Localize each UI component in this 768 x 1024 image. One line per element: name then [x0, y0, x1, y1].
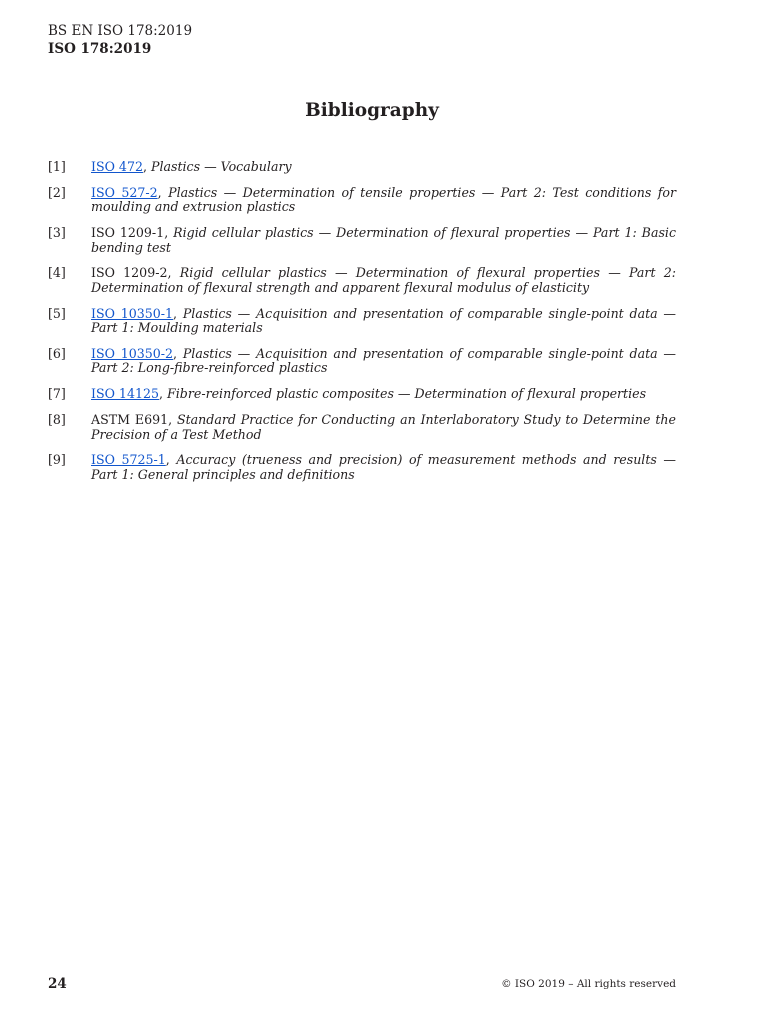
- reference-link[interactable]: ISO 5725-1: [91, 452, 166, 468]
- reference-title: Fibre-reinforced plastic composites — Determination of flexural properties: [167, 386, 647, 402]
- reference-link[interactable]: ISO 527-2: [91, 184, 158, 200]
- reference-title: Rigid cellular plastics — Determination of flexural properties — Part 1: Basic bending test: [91, 225, 676, 255]
- reference-item: [48, 307, 676, 336]
- header-standard-bs: BS EN ISO 178:2019: [48, 23, 193, 39]
- reference-link[interactable]: ISO 10350-2: [91, 345, 174, 361]
- reference-item: [48, 453, 676, 482]
- page-footer: [48, 976, 676, 994]
- reference-title: Plastics — Acquisition and presentation of comparable single-point data — Part 2: Long-fibre-reinforced plastics: [91, 345, 677, 376]
- reference-code: ASTM E691: [91, 412, 169, 428]
- reference-item: [48, 413, 676, 442]
- reference-text: ISO 10350-1, Plastics — Acquisition and presentation of comparable single-point data — Part 1: Moulding materials: [91, 305, 677, 336]
- reference-text: ISO 1209-1, Rigid cellular plastics — Determination of flexural properties — Part 1: Basic bending test: [91, 225, 676, 255]
- reference-title: Standard Practice for Conducting an Interlaboratory Study to Determine the Precision of a Test Method: [91, 412, 676, 442]
- reference-item: [48, 266, 676, 295]
- reference-item: [48, 226, 676, 255]
- reference-number: [2]: [48, 184, 66, 200]
- reference-number: [9]: [48, 452, 66, 468]
- reference-number: [7]: [48, 386, 66, 402]
- reference-code: ISO 1209-1: [91, 225, 165, 241]
- reference-item: [48, 387, 676, 402]
- reference-number: [1]: [48, 159, 66, 174]
- reference-item: [48, 347, 676, 376]
- reference-text: ISO 10350-2, Plastics — Acquisition and presentation of comparable single-point data — Part 2: Long-fibre-reinforced plastics: [91, 345, 677, 376]
- reference-item: [48, 160, 676, 175]
- reference-text: ASTM E691, Standard Practice for Conducting an Interlaboratory Study to Determine the Precision of a Test Method: [91, 412, 676, 442]
- reference-list: [48, 160, 676, 494]
- running-header: [48, 22, 192, 58]
- section-title: Bibliography: [305, 100, 439, 121]
- reference-title: Plastics — Determination of tensile properties — Part 2: Test conditions for moulding and extrusion plastics: [91, 184, 676, 215]
- reference-title: Plastics — Acquisition and presentation of comparable single-point data — Part 1: Moulding materials: [91, 305, 677, 336]
- reference-number: [3]: [48, 225, 66, 241]
- page-number: 24: [48, 976, 67, 992]
- reference-title: Rigid cellular plastics — Determination of flexural properties — Part 2: Determination of flexural strength and apparent flexural modulus of elasticity: [91, 265, 676, 295]
- reference-code: ISO 1209-2: [91, 265, 168, 281]
- reference-link[interactable]: ISO 472: [91, 159, 143, 174]
- reference-link[interactable]: ISO 14125: [91, 386, 159, 402]
- reference-text: ISO 1209-2, Rigid cellular plastics — Determination of flexural properties — Part 2: Determination of flexural strength and apparent flexural modulus of elasticity: [91, 265, 676, 295]
- reference-text: ISO 5725-1, Accuracy (trueness and precision) of measurement methods and results — Part 1: General principles and definitions: [91, 452, 676, 482]
- reference-text: ISO 527-2, Plastics — Determination of tensile properties — Part 2: Test conditions for moulding and extrusion plastics: [91, 184, 676, 215]
- reference-item: [48, 186, 676, 215]
- reference-text: ISO 472, Plastics — Vocabulary: [91, 159, 292, 174]
- header-standard-iso: ISO 178:2019: [48, 41, 152, 57]
- copyright-notice: © ISO 2019 – All rights reserved: [501, 978, 676, 990]
- reference-number: [8]: [48, 412, 66, 428]
- reference-number: [5]: [48, 305, 66, 321]
- reference-title: Accuracy (trueness and precision) of measurement methods and results — Part 1: General principles and definitions: [91, 452, 676, 482]
- reference-link[interactable]: ISO 10350-1: [91, 305, 174, 321]
- reference-text: ISO 14125, Fibre-reinforced plastic composites — Determination of flexural properties: [91, 386, 647, 402]
- reference-title: Plastics — Vocabulary: [150, 159, 292, 174]
- reference-number: [4]: [48, 265, 66, 281]
- reference-number: [6]: [48, 345, 66, 361]
